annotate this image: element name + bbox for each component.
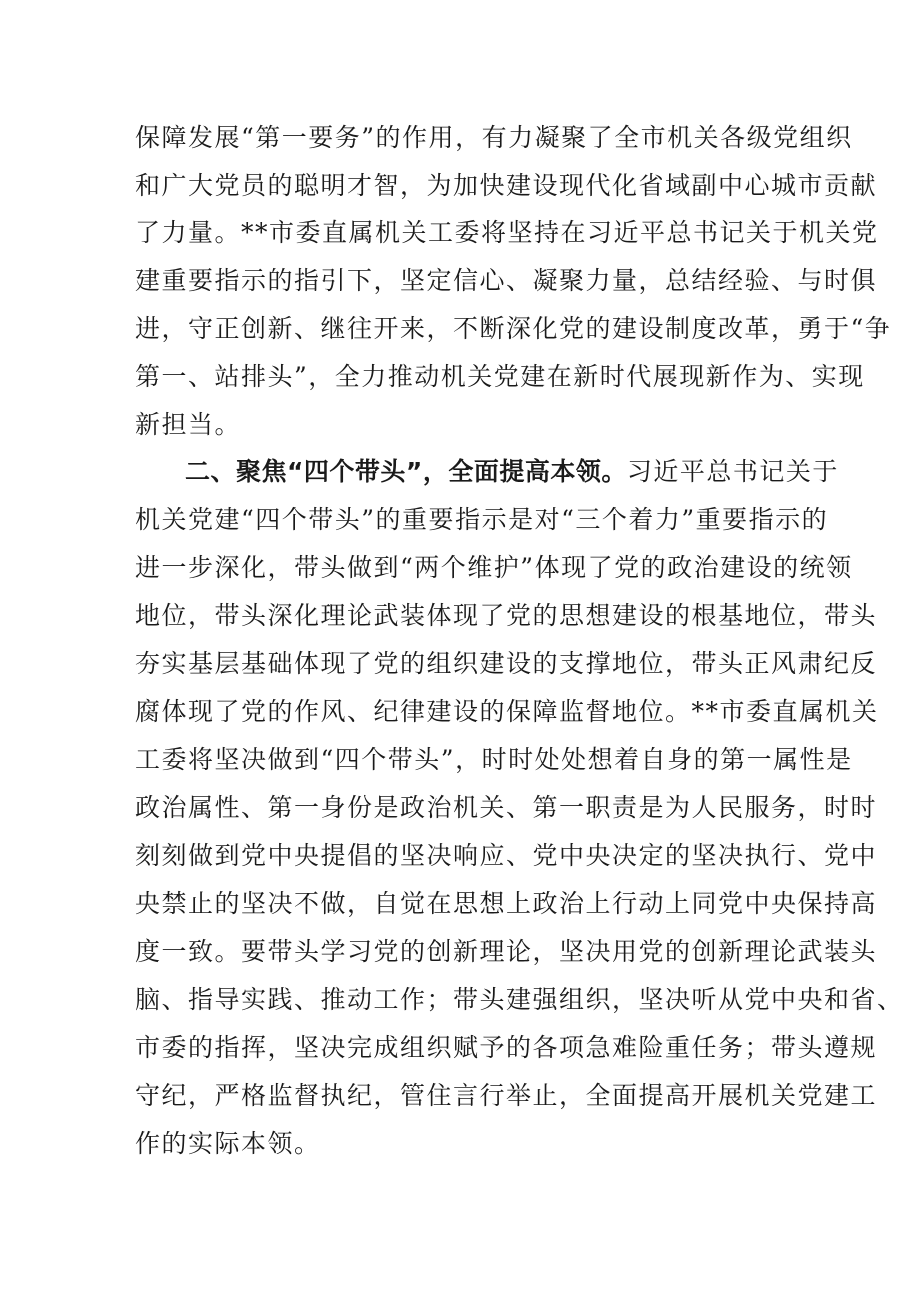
- body-text-line: 作的实际本领。: [135, 1129, 321, 1158]
- body-text-line: 守纪，严格监督执纪，管住言行举止，全面提高开展机关党建工: [135, 1081, 878, 1110]
- body-text-line: 进，守正创新、继往开来，不断深化党的建设制度改革，勇于“争: [135, 314, 892, 343]
- body-text-fragment: 习近平总书记关于: [626, 457, 839, 486]
- paragraph-first-line: [185, 452, 839, 492]
- body-text-line: 第一、站排头”，全力推动机关党建在新时代展现新作为、实现: [135, 362, 865, 391]
- body-text-line: 地位，带头深化理论武装体现了党的思想建设的根基地位，带头: [135, 601, 878, 630]
- body-text-line: 刻刻做到党中央提倡的坚决响应、党中央决定的坚决执行、党中: [135, 841, 878, 870]
- body-text-line: 建重要指示的指引下，坚定信心、凝聚力量，总结经验、与时俱: [135, 266, 878, 295]
- body-text-line: 腐体现了党的作风、纪律建设的保障监督地位。**市委直属机关: [135, 697, 879, 726]
- body-text-line: 机关党建“四个带头”的重要指示是对“三个着力”重要指示的: [135, 505, 829, 534]
- body-text-line: 政治属性、第一身份是政治机关、第一职责是为人民服务，时时: [135, 793, 878, 822]
- section-heading: 二、聚焦“四个带头”，全面提高本领。: [185, 457, 627, 486]
- body-text-line: 市委的指挥，坚决完成组织赋予的各项急难险重任务；带头遵规: [135, 1033, 878, 1062]
- body-text-line: 央禁止的坚决不做，自觉在思想上政治上行动上同党中央保持高: [135, 889, 878, 918]
- body-text-line: 夯实基层基础体现了党的组织建设的支撑地位，带头正风肃纪反: [135, 649, 878, 678]
- body-text-line: 保障发展“第一要务”的作用，有力凝聚了全市机关各级党组织: [135, 123, 853, 152]
- body-text-line: 了力量。**市委直属机关工委将坚持在习近平总书记关于机关党: [135, 218, 879, 247]
- body-text-line: 新担当。: [135, 410, 242, 439]
- body-text-line: 度一致。要带头学习党的创新理论，坚决用党的创新理论武装头: [135, 937, 878, 966]
- body-text-line: 和广大党员的聪明才智，为加快建设现代化省域副中心城市贡献: [135, 171, 878, 200]
- body-text-line: 脑、指导实践、推动工作；带头建强组织，坚决听从党中央和省、: [135, 985, 904, 1014]
- body-text-line: 工委将坚决做到“四个带头”，时时处处想着自身的第一属性是: [135, 745, 853, 774]
- body-text-line: 进一步深化，带头做到“两个维护”体现了党的政治建设的统领: [135, 553, 853, 582]
